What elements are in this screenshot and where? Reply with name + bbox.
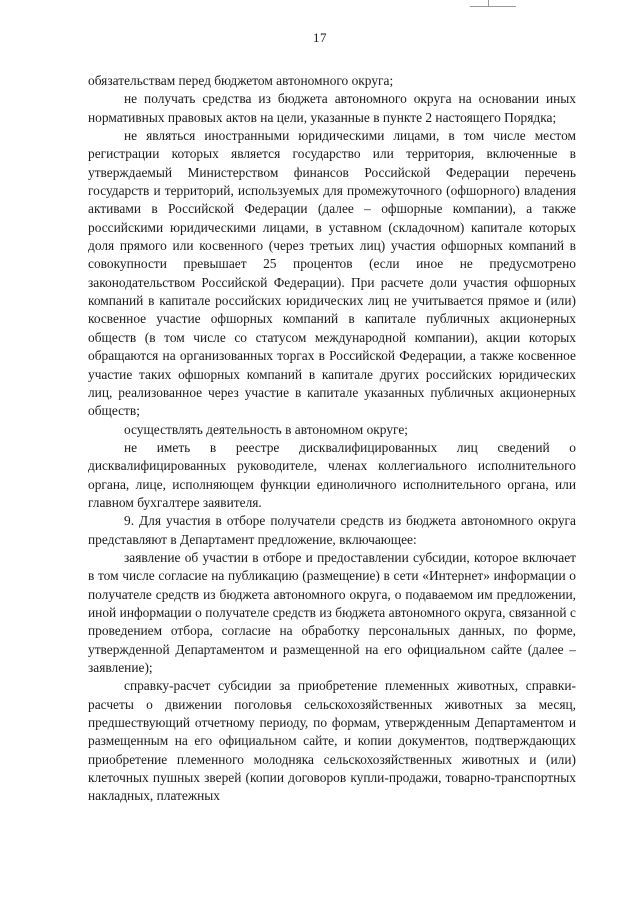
document-body (88, 72, 576, 806)
paragraph: осуществлять деятельность в автономном округе; (124, 421, 408, 437)
corner-registration-mark (470, 0, 516, 7)
page-number: 17 (313, 30, 327, 45)
paragraph: обязательствам перед бюджетом автономного округа; (88, 73, 394, 88)
paragraph: не являться иностранными юридическими лицами, в том числе местом регистрации которых является государство или территория, включенные в утверждаемый Министерством финансов Российской Федерации перечень государств и территорий, используемых для промежуточного (офшорного) владения активами в Российской Федерации (далее – офшорные компании), а также российскими юридическими лицами, в уставном (складочном) капитале которых доля прямого или косвенного (через третьих лиц) участия офшорных компаний в совокупности превышает 25 процентов (если иное не предусмотрено законодательством Российской Федерации). При расчете доли участия офшорных компаний в капитале российских юридических лиц не учитывается прямое и (или) косвенное участие офшорных компаний в капитале публичных акционерных обществ (в том числе со статусом международной компании), акции которых обращаются на организованных торгах в Российской Федерации, а также косвенное участие таких офшорных компаний в капитале других российских юридических лиц, реализованное через участие в капитале указанных публичных акционерных обществ; (88, 128, 576, 419)
paragraph: не иметь в реестре дисквалифицированных лиц сведений о дисквалифицированных руководителе, членах коллегиального исполнительного органа, лице, исполняющем функции единоличного исполнительного органа, или главном бухгалтере заявителя. (88, 439, 576, 510)
paragraph: не получать средства из бюджета автономного округа на основании иных нормативных правовых актов на цели, указанные в пункте 2 настоящего Порядка; (88, 91, 576, 125)
paragraph: 9. Для участия в отборе получатели средств из бюджета автономного округа представляют в Департамент предложение, включающее: (88, 513, 576, 547)
paragraph: справку-расчет субсидии за приобретение племенных животных, справки-расчеты о движении поголовья сельскохозяйственных животных за месяц, предшествующий отчетному периоду, по формам, утвержденным Департаментом и размещенным на его официальном сайте, и копии документов, подтверждающих приобретение племенного молодняка сельскохозяйственных животных и (или) клеточных пушных зверей (копии договоров купли-продажи, товарно-транспортных накладных, платежных (88, 678, 576, 804)
paragraph: заявление об участии в отборе и предоставлении субсидии, которое включает в том числе согласие на публикацию (размещение) в сети «Интернет» информации о получателе средств из бюджета автономного округа, о подаваемом им предложении, иной информации о получателе средств из бюджета автономного округа, связанной с проведением отбора, согласие на обработку персональных данных, по форме, утвержденной Департаментом и размещенной на его официальном сайте (далее – заявление); (88, 549, 576, 675)
